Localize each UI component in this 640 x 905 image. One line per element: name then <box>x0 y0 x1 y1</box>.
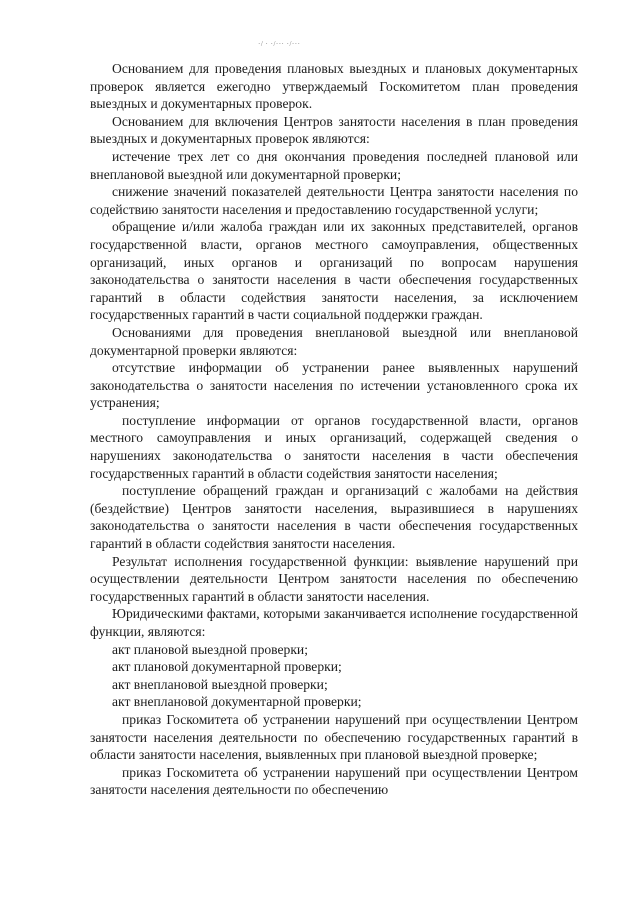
paragraph-indicators-decrease: снижение значений показателей деятельности Центра занятости населения по содействию занятости населения и предоставлению государственной услуги; <box>90 184 578 217</box>
paragraph-info-received: поступление информации от органов государственной власти, органов местного самоуправления и иных организаций, содержащей сведения о нарушениях законодательства о занятости населения в части обеспечения государственных гарантий в области содействия занятости населения; <box>90 412 578 481</box>
paragraph-legal-facts: Юридическими фактами, которыми заканчивается исполнение государственной функции, являются: <box>90 606 578 639</box>
paragraph-result: Результат исполнения государственной функции: выявление нарушений при осуществлении деятельности Центром занятости населения по обеспечению государственных гарантий в области занятости населения. <box>90 553 578 604</box>
header-handwritten-mark: ·/ · ·/··· ·/··· <box>258 40 301 48</box>
paragraph-order-continued: приказ Госкомитета об устранении нарушений при осуществлении Центром занятости населения деятельности по обеспечению <box>90 764 578 798</box>
paragraph-appeals-received: поступление обращений граждан и организаций с жалобами на действия (бездействие) Центров занятости населения, выразившиеся в нарушениях законодательства о занятости населения в части обеспечения государственных гарантий в области содействия занятости населения. <box>90 483 578 552</box>
paragraph-no-info: отсутствие информации об устранении ранее выявленных нарушений законодательства о занятости населения по истечении установленного срока их устранения; <box>90 360 578 411</box>
list-item-act: акт внеплановой выездной проверки; <box>112 676 328 692</box>
paragraph-three-years: истечение трех лет со дня окончания проведения последней плановой или внеплановой выездной или документарной проверки; <box>90 148 578 182</box>
paragraph-inclusion-basis: Основанием для включения Центров занятости населения в план проведения выездных и документарных проверок являются: <box>90 113 578 147</box>
list-item-act: акт плановой выездной проверки; <box>112 641 308 657</box>
paragraph-order-planned: приказ Госкомитета об устранении нарушений при осуществлении Центром занятости населения деятельности по обеспечению государственных гарантий в области занятости населения, выявленных при плановой выездной проверке; <box>90 711 578 763</box>
list-item-act: акт внеплановой документарной проверки; <box>112 694 362 710</box>
paragraph-complaints: обращение и/или жалоба граждан или их законных представителей, органов государственной власти, органов местного самоуправления, общественных организаций, иных органов и организаций по вопросам нарушения законодательства о занятости населения в части обеспечения государственных гарантий в области содействия занятости населения, за исключением государственных гарантий в части социальной поддержки граждан. <box>90 219 578 323</box>
list-item-act: акт плановой документарной проверки; <box>112 659 342 675</box>
paragraph-planned-basis: Основанием для проведения плановых выездных и плановых документарных проверок является ежегодно утверждаемый Госкомитетом план проведения выездных и документарных проверок. <box>90 61 578 112</box>
paragraph-unplanned-basis: Основаниями для проведения внеплановой выездной или внеплановой документарной проверки являются: <box>90 324 578 358</box>
